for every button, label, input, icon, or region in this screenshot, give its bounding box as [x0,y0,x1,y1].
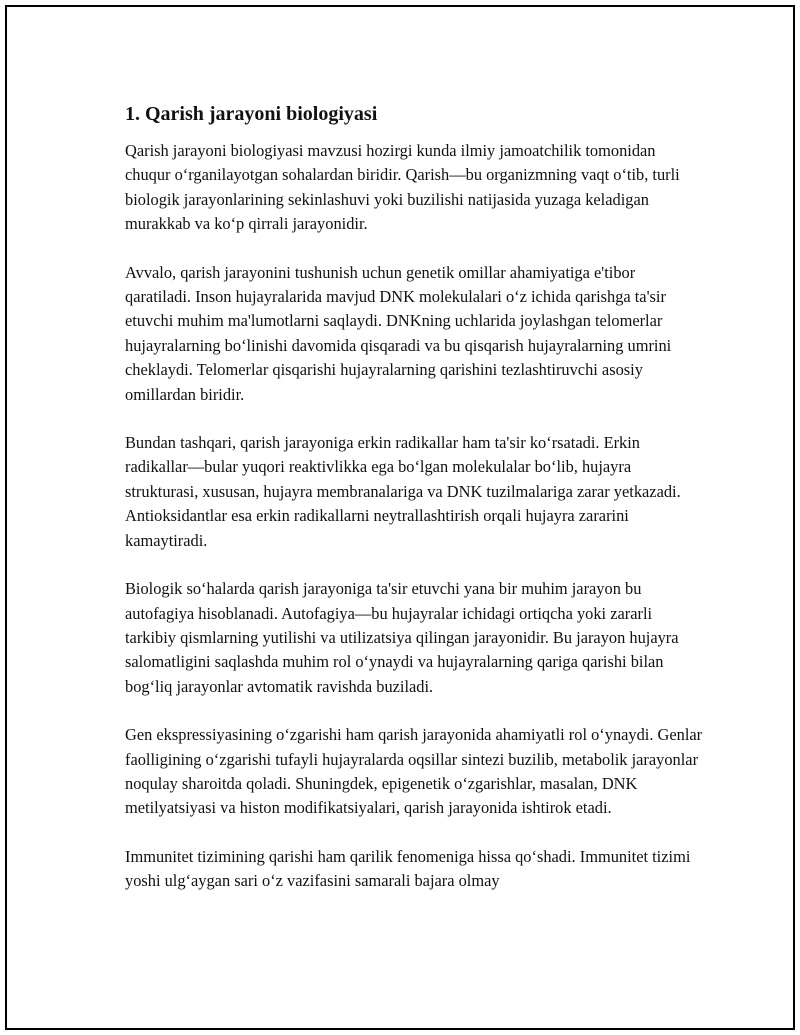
page-frame [5,5,795,1030]
paragraph-3: Bundan tashqari, qarish jarayoniga erkin radikallar ham ta'sir ko‘rsatadi. Erkin radikallar—bular yuqori reaktivlikka ega bo‘lgan molekulalar bo‘lib, hujayra strukturasi, xususan, hujayra membranalariga va DNK tuzilmalariga zarar yetkazadi. Antioksidantlar esa erkin radikallarni neytrallashtirish orqali hujayra zararini kamaytiradi. [125,433,681,550]
section-heading: 1. Qarish jarayoni biologiyasi [125,103,378,125]
document-body [125,99,705,918]
paragraph-4: Biologik so‘halarda qarish jarayoniga ta'sir etuvchi yana bir muhim jarayon bu autofagiya hisoblanadi. Autofagiya—bu hujayralar ichidagi ortiqcha yoki zararli tarkibiy qismlarning yutilishi va utilizatsiya qilingan jarayonidir. Bu jarayon hujayra salomatligini saqlashda muhim rol o‘ynaydi va hujayralarning qariga qarishi bilan bog‘liq jarayonlar avtomatik ravishda buziladi. [125,579,679,696]
paragraph-1: Qarish jarayoni biologiyasi mavzusi hozirgi kunda ilmiy jamoatchilik tomonidan chuqur o‘rganilayotgan sohalardan biridir. Qarish—bu organizmning vaqt o‘tib, turli biologik jarayonlarining sekinlashuvi yoki buzilishi natijasida yuzaga keladigan murakkab va ko‘p qirrali jarayonidir. [125,141,680,234]
paragraph-5: Gen ekspressiyasining o‘zgarishi ham qarish jarayonida ahamiyatli rol o‘ynaydi. Genlar faolligining o‘zgarishi tufayli hujayralarda oqsillar sintezi buzilib, metabolik jarayonlar noqulay sharoitda qoladi. Shuningdek, epigenetik o‘zgarishlar, masalan, DNK metilyatsiyasi va histon modifikatsiyalari, qarish jarayonida ishtirok etadi. [125,725,703,818]
paragraph-6: Immunitet tizimining qarishi ham qarilik fenomeniga hissa qo‘shadi. Immunitet tizimi yoshi ulg‘aygan sari o‘z vazifasini samarali bajara olmay [125,846,691,891]
paragraph-2: Avvalo, qarish jarayonini tushunish uchun genetik omillar ahamiyatiga e'tibor qaratiladi. Inson hujayralarida mavjud DNK molekulalari o‘z ichida qarishga ta'sir etuvchi muhim ma'lumotlarni saqlaydi. DNKning uchlarida joylashgan telomerlar hujayralarning bo‘linishi davomida qisqaradi va bu qisqarish hujayralarning umrini cheklaydi. Telomerlar qisqarishi hujayralarning qarishini tezlashtiruvchi asosiy omillardan biridir. [125,262,672,404]
